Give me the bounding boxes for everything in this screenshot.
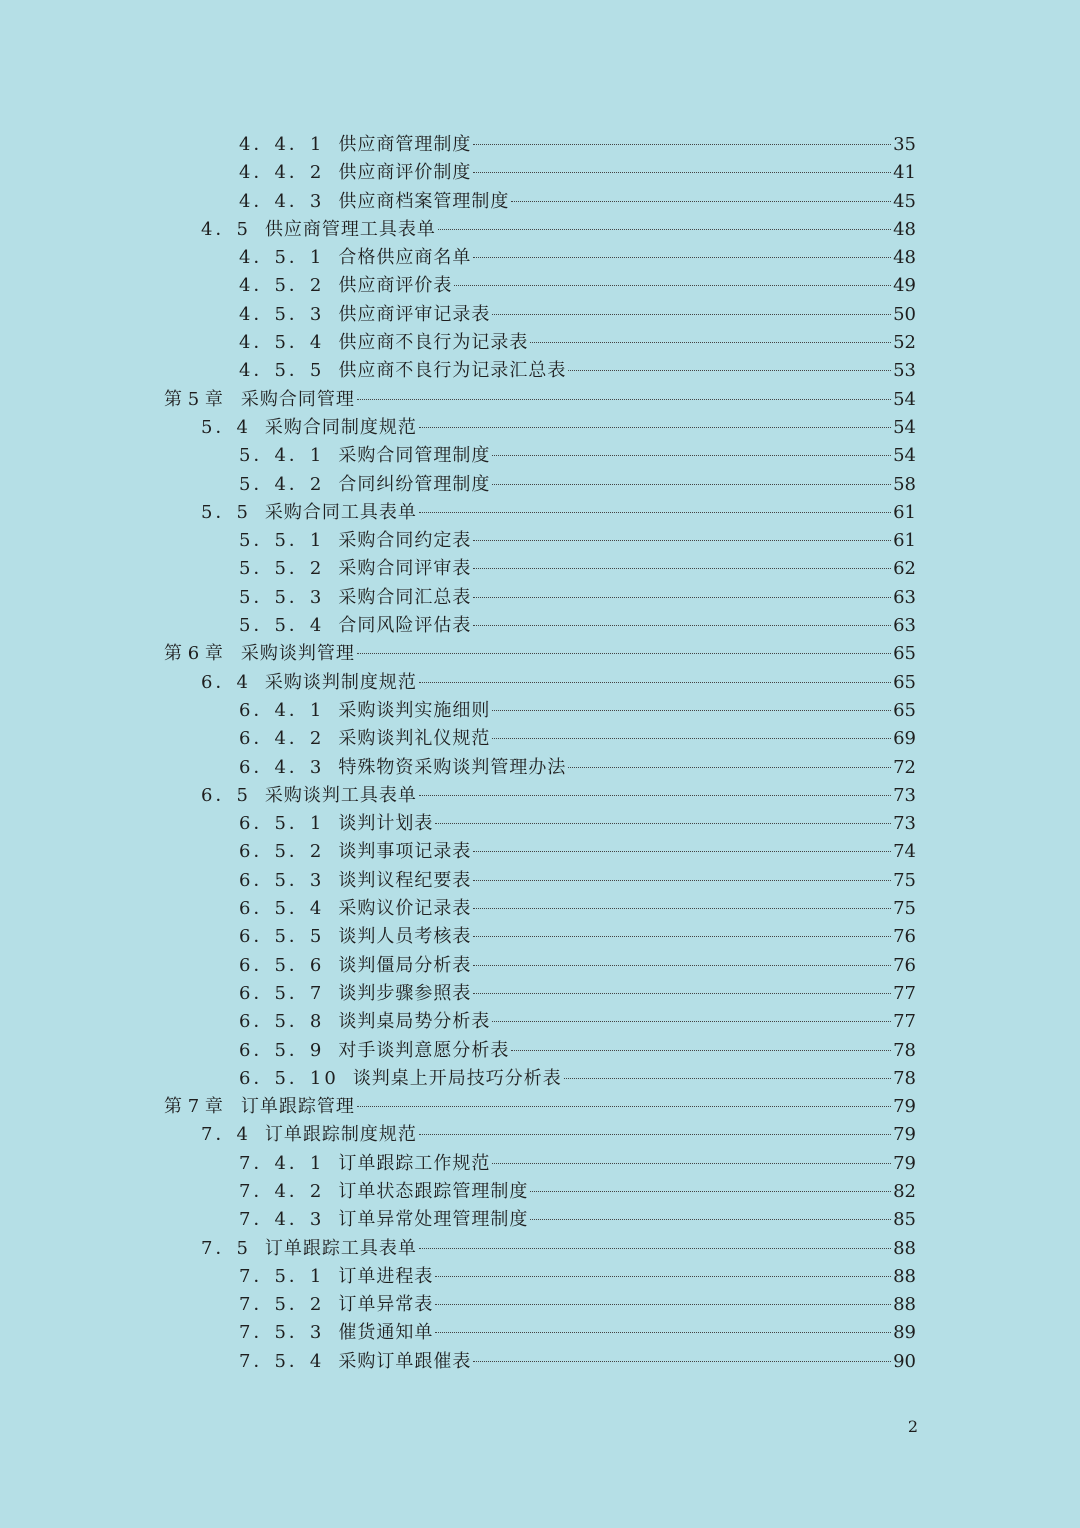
toc-entry-line (239, 159, 916, 187)
toc-entry[interactable] (0, 555, 1080, 583)
toc-entry-number: 5．5．2 (239, 558, 325, 580)
toc-entry-page: 75 (893, 898, 916, 920)
toc-entry-title: 订单跟踪管理 (240, 1096, 355, 1118)
toc-entry-number: 7．5．1 (239, 1265, 325, 1287)
toc-entry-number: 4．5．2 (239, 275, 325, 297)
toc-entry-page: 49 (893, 275, 916, 297)
toc-entry[interactable] (0, 1263, 1080, 1291)
toc-entry-title: 采购合同汇总表 (338, 586, 472, 608)
toc-entry-page: 78 (893, 1039, 916, 1061)
dot-leader (473, 624, 891, 626)
toc-entry-number: 6．4 (201, 671, 251, 693)
toc-entry-number: 4．5．3 (239, 303, 325, 325)
toc-entry-number: 4．5．1 (239, 247, 325, 269)
toc-entry-number: 6．5．6 (239, 954, 325, 976)
toc-entry-page: 76 (893, 926, 916, 948)
dot-leader (473, 964, 891, 966)
toc-entry-title: 对手谈判意愿分析表 (338, 1039, 510, 1061)
toc-entry-number: 7．5 (201, 1237, 251, 1259)
dot-leader (473, 907, 891, 909)
toc-entry-page: 72 (893, 756, 916, 778)
dot-leader (564, 1077, 891, 1079)
dot-leader (492, 313, 891, 315)
toc-entry[interactable] (0, 244, 1080, 272)
toc-entry-title: 订单跟踪工作规范 (338, 1152, 491, 1174)
toc-entry-line (239, 272, 916, 300)
toc-entry-number: 7．4 (201, 1124, 251, 1146)
toc-entry-page: 77 (893, 982, 916, 1004)
toc-entry-page: 54 (893, 388, 916, 410)
toc-entry[interactable] (0, 1008, 1080, 1036)
toc-entry-number: 7．5．2 (239, 1294, 325, 1316)
toc-entry[interactable] (0, 442, 1080, 470)
toc-entry-line (239, 1178, 916, 1206)
dot-leader (492, 709, 891, 711)
toc-entry-page: 62 (893, 558, 916, 580)
dot-leader (492, 454, 891, 456)
toc-entry-title: 采购合同管理制度 (338, 445, 491, 467)
toc-entry-number: 4．4．1 (239, 134, 325, 155)
toc-entry-number: 7．4．2 (239, 1180, 325, 1202)
toc-entry-title: 订单状态跟踪管理制度 (338, 1180, 529, 1202)
toc-entry-page: 41 (893, 162, 916, 184)
toc-entry-line (239, 1319, 916, 1347)
toc-entry-page: 63 (893, 615, 916, 637)
toc-entry-line (201, 499, 916, 527)
dot-leader (454, 284, 891, 286)
dot-leader (530, 1190, 891, 1192)
toc-entry-page: 88 (893, 1294, 916, 1316)
dot-leader (473, 879, 891, 881)
toc-entry[interactable] (0, 159, 1080, 187)
toc-entry-number: 5．4．2 (239, 473, 325, 495)
toc-entry-number: 5．5．3 (239, 586, 325, 608)
toc-entry[interactable] (0, 923, 1080, 951)
toc-entry-page: 50 (893, 303, 916, 325)
toc-entry[interactable] (0, 895, 1080, 923)
toc-entry-title: 采购合同管理 (240, 388, 355, 410)
toc-entry-line (239, 1065, 916, 1093)
toc-entry[interactable] (0, 216, 1080, 244)
toc-entry-title: 采购议价记录表 (338, 898, 472, 920)
dot-leader (492, 1162, 891, 1164)
toc-entry-title: 采购合同评审表 (338, 558, 472, 580)
toc-entry-number: 4．4．3 (239, 190, 325, 212)
toc-entry-line (239, 244, 916, 272)
toc-entry[interactable] (0, 1319, 1080, 1347)
toc-entry-number: 6．5．3 (239, 869, 325, 891)
toc-entry-page: 69 (893, 728, 916, 750)
toc-entry-line (201, 414, 916, 442)
toc-entry-line (239, 725, 916, 753)
dot-leader (357, 652, 891, 654)
toc-entry-page: 88 (893, 1237, 916, 1259)
dot-leader (511, 200, 891, 202)
dot-leader (419, 426, 891, 428)
toc-entry-number: 6．5．10 (239, 1067, 339, 1089)
toc-entry[interactable] (0, 838, 1080, 866)
toc-entry-page: 63 (893, 586, 916, 608)
toc-entry-number: 4．5．5 (239, 360, 325, 382)
toc-entry[interactable] (0, 1291, 1080, 1319)
toc-entry-title: 谈判桌局势分析表 (338, 1011, 491, 1033)
toc-entry[interactable] (0, 725, 1080, 753)
toc-entry-number: 5．5．1 (239, 530, 325, 552)
toc-entry-title: 采购谈判工具表单 (264, 784, 417, 806)
dot-leader (473, 567, 891, 569)
toc-entry-page: 48 (893, 218, 916, 240)
dot-leader (435, 1275, 891, 1277)
toc-entry[interactable] (0, 414, 1080, 442)
toc-entry-number: 6．5．7 (239, 982, 325, 1004)
toc-entry[interactable] (0, 669, 1080, 697)
toc-entry-line (239, 867, 916, 895)
toc-entry-title: 供应商管理工具表单 (264, 218, 436, 240)
toc-entry-line (239, 527, 916, 555)
toc-entry-line (239, 442, 916, 470)
toc-entry[interactable] (0, 1121, 1080, 1149)
dot-leader (419, 1247, 891, 1249)
toc-entry-line (239, 1348, 916, 1376)
toc-entry-number: 5．5．4 (239, 615, 325, 637)
toc-entry[interactable] (0, 131, 1080, 159)
toc-entry-title: 谈判事项记录表 (338, 841, 472, 863)
toc-entry-title: 谈判议程纪要表 (338, 869, 472, 891)
toc-entry-page: 61 (893, 530, 916, 552)
toc-entry-line (239, 697, 916, 725)
toc-entry-line (239, 131, 916, 159)
toc-entry[interactable] (0, 952, 1080, 980)
toc-entry[interactable] (0, 329, 1080, 357)
toc-entry-number: 6．4．2 (239, 728, 325, 750)
toc-entry[interactable] (0, 471, 1080, 499)
toc-entry-page: 65 (893, 699, 916, 721)
toc-entry-line (239, 923, 916, 951)
toc-entry[interactable] (0, 810, 1080, 838)
dot-leader (568, 766, 891, 768)
toc-entry[interactable] (0, 1150, 1080, 1178)
toc-entry-page: 73 (893, 813, 916, 835)
toc-entry-line (164, 1093, 916, 1121)
toc-entry-line (201, 669, 916, 697)
toc-entry-page: 76 (893, 954, 916, 976)
toc-entry-number: 6．5 (201, 784, 251, 806)
dot-leader (419, 511, 891, 513)
toc-entry-number: 6．5．1 (239, 813, 325, 835)
dot-leader (473, 539, 891, 541)
toc-entry-number: 5．4．1 (239, 445, 325, 467)
toc-entry-page: 52 (893, 332, 916, 354)
toc-entry-title: 采购合同工具表单 (264, 501, 417, 523)
toc-entry-page: 65 (893, 643, 916, 665)
toc-entry-line (239, 1263, 916, 1291)
toc-entry[interactable] (0, 980, 1080, 1008)
toc-entry-page: 45 (893, 190, 916, 212)
toc-entry-number: 第 5 章 (164, 388, 223, 410)
toc-entry-title: 催货通知单 (338, 1322, 434, 1344)
toc-entry-line (239, 188, 916, 216)
dot-leader (492, 483, 891, 485)
toc-entry-page: 54 (893, 416, 916, 438)
toc-entry-title: 供应商管理制度 (338, 134, 472, 155)
toc-entry-title: 谈判僵局分析表 (338, 954, 472, 976)
toc-entry-line (239, 357, 916, 385)
toc-entry[interactable] (0, 584, 1080, 612)
toc-entry-line (239, 952, 916, 980)
toc-entry-page: 78 (893, 1067, 916, 1089)
dot-leader (419, 794, 891, 796)
toc-entry-line (239, 895, 916, 923)
toc-entry-title: 采购谈判制度规范 (264, 671, 417, 693)
toc-entry[interactable] (0, 357, 1080, 385)
toc-entry-title: 合同风险评估表 (338, 615, 472, 637)
toc-entry[interactable] (0, 1037, 1080, 1065)
toc-entry-line (164, 386, 916, 414)
toc-entry[interactable] (0, 1348, 1080, 1376)
toc-entry-number: 第 6 章 (164, 643, 223, 665)
dot-leader (435, 1303, 891, 1305)
toc-entry[interactable] (0, 754, 1080, 782)
table-of-contents (0, 131, 1080, 1376)
toc-entry-number: 第 7 章 (164, 1096, 223, 1118)
toc-entry-number: 4．5 (201, 218, 251, 240)
toc-entry-title: 特殊物资采购谈判管理办法 (338, 756, 567, 778)
toc-entry-page: 35 (893, 134, 916, 155)
toc-entry-page: 88 (893, 1265, 916, 1287)
toc-entry-page: 90 (893, 1350, 916, 1372)
toc-entry-page: 48 (893, 247, 916, 269)
toc-entry-line (239, 754, 916, 782)
dot-leader (473, 256, 891, 258)
dot-leader (419, 681, 891, 683)
toc-entry-title: 供应商不良行为记录表 (338, 332, 529, 354)
dot-leader (511, 1049, 891, 1051)
toc-entry-line (239, 1206, 916, 1234)
toc-entry[interactable] (0, 1206, 1080, 1234)
toc-entry-line (239, 301, 916, 329)
toc-entry-page: 54 (893, 445, 916, 467)
toc-entry-line (201, 216, 916, 244)
dot-leader (473, 596, 891, 598)
toc-entry-page: 58 (893, 473, 916, 495)
toc-entry-line (201, 1235, 916, 1263)
toc-entry[interactable] (0, 867, 1080, 895)
toc-entry-title: 采购合同制度规范 (264, 416, 417, 438)
toc-entry-title: 订单异常处理管理制度 (338, 1209, 529, 1231)
toc-entry-title: 合同纠纷管理制度 (338, 473, 491, 495)
toc-entry-line (239, 471, 916, 499)
toc-entry-title: 订单跟踪工具表单 (264, 1237, 417, 1259)
toc-entry[interactable] (0, 527, 1080, 555)
toc-entry-number: 7．4．3 (239, 1209, 325, 1231)
dot-leader (438, 228, 891, 230)
toc-entry-page: 77 (893, 1011, 916, 1033)
toc-entry[interactable] (0, 301, 1080, 329)
toc-entry-title: 订单跟踪制度规范 (264, 1124, 417, 1146)
toc-entry-page: 53 (893, 360, 916, 382)
toc-entry[interactable] (0, 1178, 1080, 1206)
toc-entry-line (239, 980, 916, 1008)
toc-entry-page: 61 (893, 501, 916, 523)
dot-leader (473, 850, 891, 852)
toc-entry-number: 5．4 (201, 416, 251, 438)
toc-entry-title: 采购订单跟催表 (338, 1350, 472, 1372)
page-number: 2 (907, 1417, 918, 1436)
toc-entry-number: 7．4．1 (239, 1152, 325, 1174)
dot-leader (435, 1331, 891, 1333)
dot-leader (473, 935, 891, 937)
toc-entry-line (239, 612, 916, 640)
toc-entry[interactable] (0, 612, 1080, 640)
dot-leader (419, 1133, 891, 1135)
toc-entry-number: 4．5．4 (239, 332, 325, 354)
toc-entry-title: 供应商档案管理制度 (338, 190, 510, 212)
toc-entry-number: 6．5．2 (239, 841, 325, 863)
toc-entry-line (201, 782, 916, 810)
toc-entry-number: 4．4．2 (239, 162, 325, 184)
toc-entry-page: 85 (893, 1209, 916, 1231)
toc-entry-title: 采购谈判管理 (240, 643, 355, 665)
dot-leader (435, 822, 891, 824)
toc-entry[interactable] (0, 1235, 1080, 1263)
toc-entry-line (239, 555, 916, 583)
toc-entry-line (239, 1150, 916, 1178)
toc-entry-page: 79 (893, 1096, 916, 1118)
toc-entry-page: 75 (893, 869, 916, 891)
toc-entry-number: 7．5．4 (239, 1350, 325, 1372)
toc-entry-title: 订单进程表 (338, 1265, 434, 1287)
toc-entry-page: 89 (893, 1322, 916, 1344)
toc-entry-number: 7．5．3 (239, 1322, 325, 1344)
toc-entry-title: 谈判步骤参照表 (338, 982, 472, 1004)
toc-entry-title: 谈判人员考核表 (338, 926, 472, 948)
toc-entry[interactable] (0, 1065, 1080, 1093)
toc-entry-title: 供应商评价制度 (338, 162, 472, 184)
toc-entry-title: 合格供应商名单 (338, 247, 472, 269)
toc-entry-title: 供应商评审记录表 (338, 303, 491, 325)
toc-entry-title: 谈判计划表 (338, 813, 434, 835)
toc-entry-page: 73 (893, 784, 916, 806)
toc-entry[interactable] (0, 1093, 1080, 1121)
toc-entry-line (239, 329, 916, 357)
toc-entry[interactable] (0, 272, 1080, 300)
dot-leader (357, 398, 891, 400)
toc-entry-number: 6．4．1 (239, 699, 325, 721)
toc-entry-line (239, 1291, 916, 1319)
toc-entry-page: 79 (893, 1152, 916, 1174)
toc-entry[interactable] (0, 188, 1080, 216)
toc-entry-title: 供应商评价表 (338, 275, 453, 297)
toc-entry-line (239, 838, 916, 866)
toc-entry[interactable] (0, 499, 1080, 527)
toc-entry[interactable] (0, 640, 1080, 668)
toc-entry-title: 采购谈判礼仪规范 (338, 728, 491, 750)
dot-leader (530, 1218, 891, 1220)
toc-entry-number: 5．5 (201, 501, 251, 523)
dot-leader (568, 369, 891, 371)
toc-entry-title: 采购合同约定表 (338, 530, 472, 552)
toc-entry-title: 采购谈判实施细则 (338, 699, 491, 721)
toc-entry-number: 6．5．9 (239, 1039, 325, 1061)
toc-entry-line (239, 1008, 916, 1036)
toc-entry-line (239, 584, 916, 612)
toc-entry-line (239, 810, 916, 838)
toc-entry[interactable] (0, 386, 1080, 414)
dot-leader (492, 1020, 891, 1022)
dot-leader (492, 737, 891, 739)
toc-entry-title: 谈判桌上开局技巧分析表 (352, 1067, 562, 1089)
toc-entry[interactable] (0, 782, 1080, 810)
toc-entry[interactable] (0, 697, 1080, 725)
toc-entry-title: 供应商不良行为记录汇总表 (338, 360, 567, 382)
dot-leader (530, 341, 891, 343)
dot-leader (357, 1105, 891, 1107)
toc-entry-line (201, 1121, 916, 1149)
toc-entry-number: 6．4．3 (239, 756, 325, 778)
toc-entry-page: 79 (893, 1124, 916, 1146)
toc-entry-title: 订单异常表 (338, 1294, 434, 1316)
dot-leader (473, 992, 891, 994)
toc-entry-number: 6．5．5 (239, 926, 325, 948)
dot-leader (473, 1360, 891, 1362)
toc-entry-page: 82 (893, 1180, 916, 1202)
toc-entry-number: 6．5．4 (239, 898, 325, 920)
toc-entry-page: 74 (893, 841, 916, 863)
dot-leader (473, 171, 891, 173)
toc-entry-line (239, 1037, 916, 1065)
toc-entry-number: 6．5．8 (239, 1011, 325, 1033)
toc-entry-line (164, 640, 916, 668)
toc-entry-page: 65 (893, 671, 916, 693)
dot-leader (473, 143, 891, 145)
